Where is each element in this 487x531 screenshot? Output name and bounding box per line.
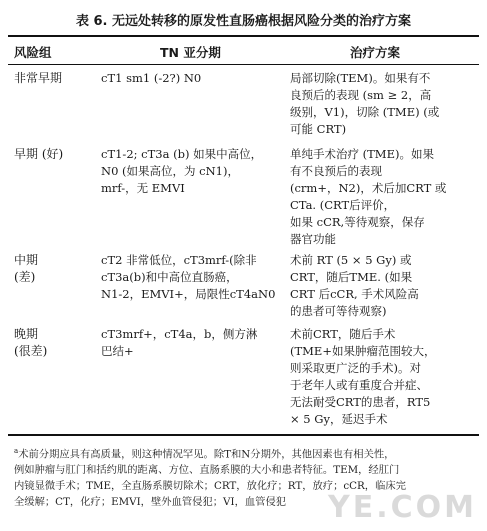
row-intermediate-plan: 术前 RT (5 × 5 Gy) 或 CRT，随后TME. (如果 CRT 后cCR, 手术风险高 的患者可等待观察) bbox=[290, 253, 419, 318]
header-tn-stage: TN 亚分期 bbox=[160, 45, 221, 60]
row-advanced-group: 晚期 (很差) bbox=[14, 327, 48, 358]
header-risk-group: 风险组 bbox=[14, 45, 52, 60]
table-caption: 表 6. 无远处转移的原发性直肠癌根据风险分类的治疗方案 bbox=[75, 14, 412, 29]
header-treatment-plan: 治疗方案 bbox=[350, 45, 401, 60]
row-advanced-stage: cT3mrf+，cT4a，b，侧方淋 巴结+ bbox=[101, 327, 258, 358]
row-very-early-plan: 局部切除(TEM)。如果有不 良预后的表现 (sm ≥ 2，高 级别，V1)，切除 (TME) (或 可能 CRT) bbox=[290, 71, 440, 136]
row-early-plan: 单纯手术治疗 (TME)。如果 有不良预后的表现 (crm+，N2)，术后加CRT 或 CTa. (CRT后评价， 如果 cCR,等待观察，保存 器官功能 bbox=[290, 147, 447, 246]
row-intermediate-stage: cT2 非常低位，cT3mrf-(除非 cT3a(b)和中高位直肠癌， N1-2，EMVI+，局限性cT4aN0 bbox=[101, 253, 276, 301]
footnote-line: $^a$术前分期应具有高质量，则这种情况罕见。除T和N分期外，其他因素也有相关性， bbox=[14, 447, 395, 461]
footnote-line: 全缓解；CT，化疗；EMVI，壁外血管侵犯；VI，血管侵犯 bbox=[14, 495, 287, 508]
watermark: YE.COM bbox=[328, 490, 477, 525]
row-very-early-stage: cT1 sm1 (-2?) N0 bbox=[101, 71, 202, 85]
table-top-rule bbox=[8, 35, 479, 37]
table-bottom-rule bbox=[8, 434, 479, 436]
row-intermediate-group: 中期 (差) bbox=[14, 253, 39, 284]
table-footnote bbox=[14, 444, 476, 511]
header-rule bbox=[8, 64, 479, 65]
row-early-group: 早期 (好) bbox=[14, 147, 64, 161]
row-early-stage: cT1-2; cT3a (b) 如果中高位， N0 (如果高位，为 cN1)， mrf-，无 EMVI bbox=[101, 147, 263, 195]
footnote-line: 例如肿瘤与肛门和括约肌的距离、方位、直肠系膜的大小和患者特征。TEM，经肛门 bbox=[14, 464, 400, 477]
footnote-line: 内镜显微手术；TME，全直肠系膜切除术；CRT，放化疗；RT，放疗；cCR，临床完 bbox=[14, 480, 406, 493]
footnote-marker: a bbox=[14, 447, 19, 455]
row-very-early-group: 非常早期 bbox=[14, 71, 63, 85]
row-advanced-plan: 术前CRT，随后手术 (TME+如果肿瘤范围较大， 则采取更广泛的手术)。对 于老年人或有重度合并症、 无法耐受CRT的患者，RT5 × 5 Gy，延迟手术 bbox=[290, 327, 436, 426]
